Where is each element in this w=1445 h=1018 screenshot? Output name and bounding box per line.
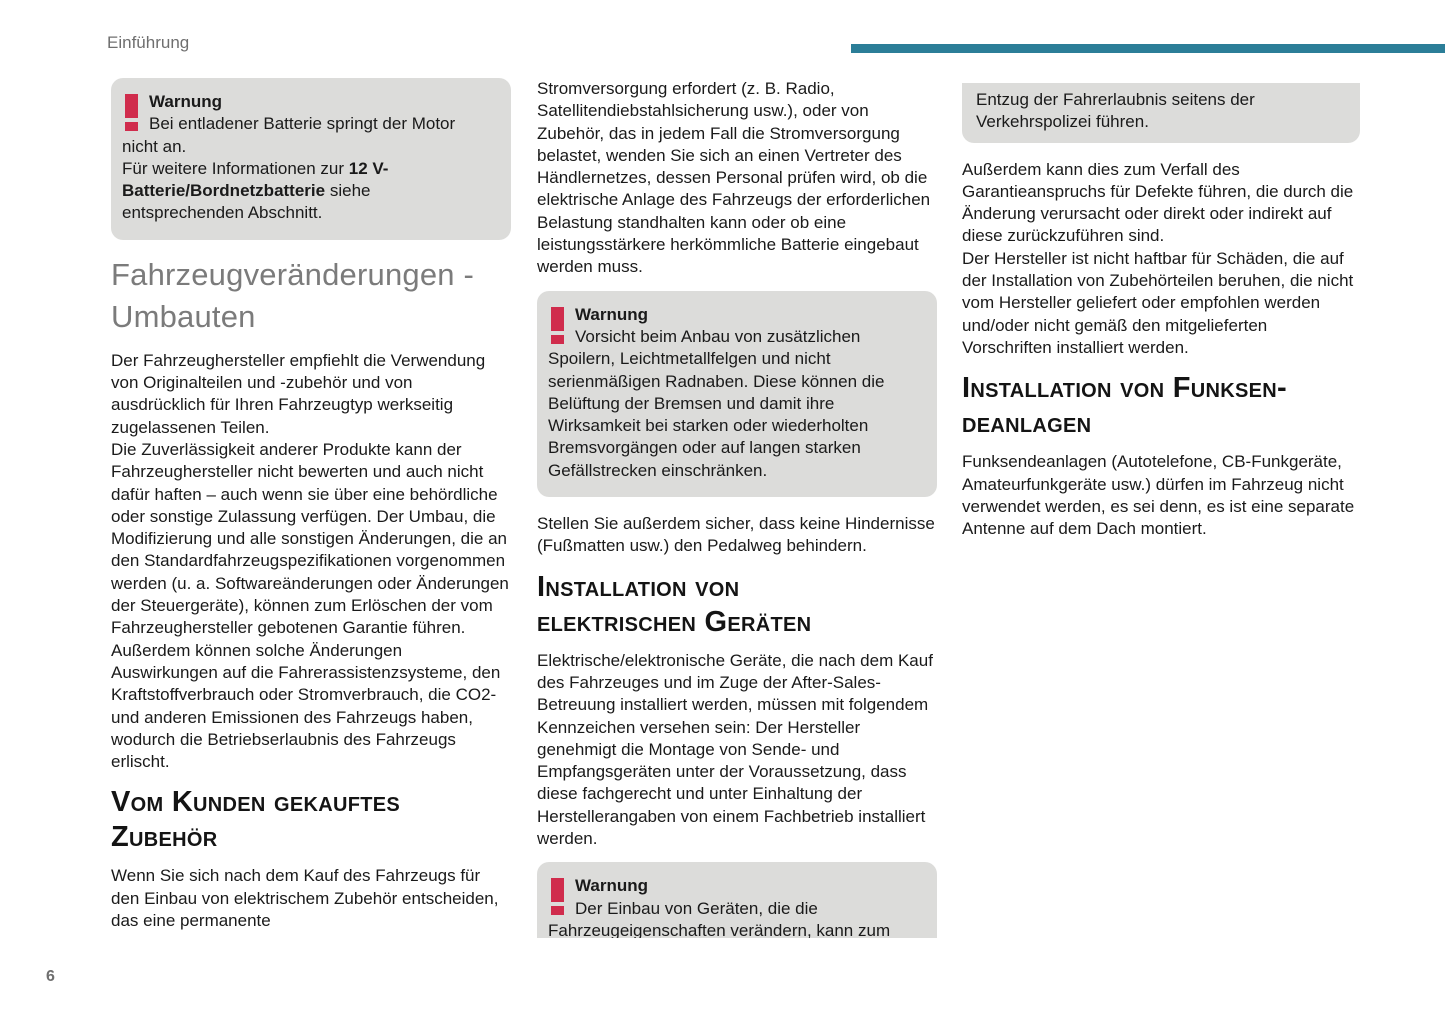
subsection-heading: [111, 785, 511, 855]
body-paragraph: Der Hersteller ist nicht haftbar für Schäden, die auf der Installation von Zubehörteilen beruhen, die nicht vom Hersteller geliefert oder empfohlen werden und/oder nicht gemäß den mitgelieferten Vorschriften installiert werden.: [962, 248, 1354, 357]
body-paragraph: Stellen Sie außerdem sicher, dass keine Hindernisse (Fußmatten usw.) den Pedalweg behindern.: [537, 514, 935, 556]
warning-text-bold: 12 V-Batterie/Bordnetzbatterie: [122, 158, 389, 201]
page-number: 6: [46, 968, 55, 985]
warning-text: Der Einbau von Geräten, die die Fahrzeugeigenschaften verändern, kann zum: [548, 898, 891, 939]
subsection-heading-line: Installation von Funksen-: [962, 372, 1287, 405]
section-title-line: Umbauten: [111, 298, 256, 334]
subsection-heading-line: Vom Kunden gekauftes: [111, 786, 401, 819]
warning-box-spoiler: [537, 291, 937, 497]
section-title: [111, 254, 511, 338]
warning-title: Warnung: [575, 876, 649, 896]
subsection-heading: [537, 570, 937, 640]
body-paragraph: Die Zuverlässigkeit anderer Produkte kann der Fahrzeughersteller nicht bewerten und auch nicht dafür haften – auch wenn sie über eine behördliche oder sonstige Zulassung verfügen. Der Umbau, die Modifizierung und alle sonstigen Änderungen, die an den Standardfahrzeugspezifikationen vorgenommen werden (u. a. Softwareänderungen oder Änderungen der Steuergeräte), können zum Erlöschen der vom Fahrzeughersteller gebotenen Garantie führen. Außerdem können solche Änderungen Auswirkungen auf die Fahrerassistenzsysteme, den Kraftstoffverbrauch oder Stromverbrauch, die CO2- und anderen Emissionen des Fahrzeugs haben, wodurch die Betriebserlaubnis des Fahrzeugs erlischt.: [111, 439, 509, 772]
left-column: [111, 78, 511, 932]
chapter-header: Einführung: [107, 33, 190, 52]
subsection-heading-line: Zubehör: [111, 821, 218, 854]
warning-box-continuation: [962, 83, 1360, 143]
warning-text: Bei entladener Batterie springt der Motor nicht an.: [122, 114, 456, 156]
warning-title: Warnung: [575, 304, 649, 324]
warning-box-battery: [111, 78, 511, 240]
warning-exclamation-icon: [551, 878, 564, 915]
warning-text-segment: siehe entsprechenden Abschnitt.: [122, 181, 371, 223]
body-paragraph: Elektrische/elektronische Geräte, die nach dem Kauf des Fahrzeuges und im Zuge der After-Sales-Betreuung installiert werden, müssen mit folgendem Kennzeichen versehen sein: Der Hersteller genehmigt die Montage von Sende- und Empfangsgeräten unter der Voraussetzung, dass diese fachgerecht und unter Einhaltung der Herstellerangaben von einem Fachbetrieb installiert werden.: [537, 650, 933, 849]
middle-column: [537, 78, 937, 938]
accent-bar: [851, 44, 1445, 53]
body-paragraph: Stromversorgung erfordert (z. B. Radio, Satellitendiebstahlsicherung usw.), oder von Zubehör, das in jedem Fall die Stromversorgung belastet, wenden Sie sich an einen Vertreter des Händlernetzes, dessen Personal prüfen wird, ob die elektrische Anlage des Fahrzeugs der erforderlichen Belastung standhalten kann oder ob eine leistungsstärkere herkömmliche Batterie eingebaut werden muss.: [537, 79, 931, 277]
warning-text: Entzug der Fahrerlaubnis seitens der Verkehrspolizei führen.: [976, 90, 1255, 132]
subsection-heading-line: deanlagen: [962, 407, 1092, 440]
right-column: [962, 78, 1360, 540]
body-paragraph: Wenn Sie sich nach dem Kauf des Fahrzeugs für den Einbau von elektrischem Zubehör entscheiden, das eine permanente: [111, 866, 499, 931]
warning-exclamation-icon: [551, 307, 564, 344]
subsection-heading: [962, 371, 1360, 441]
warning-box-devices: [537, 862, 937, 938]
body-paragraph: Der Fahrzeughersteller empfiehlt die Verwendung von Originalteilen und -zubehör und von ausdrücklich für Ihren Fahrzeugtyp werkseitig zugelassenen Teilen.: [111, 350, 486, 437]
warning-text: Vorsicht beim Anbau von zusätzlichen Spoilern, Leichtmetallfelgen und nicht serienmäßigen Radnaben. Diese können die Belüftung der Bremsen und damit ihre Wirksamkeit bei starken oder wiederholten Bremsvorgängen oder auf langen starken Gefällstrecken einschränken.: [548, 326, 885, 480]
body-paragraph: Funksendeanlagen (Autotelefone, CB-Funkgeräte, Amateurfunkgeräte usw.) dürfen im Fahrzeug nicht verwendet werden, es sei denn, es ist eine separate Antenne auf dem Dach montiert.: [962, 452, 1355, 539]
body-paragraph: Außerdem kann dies zum Verfall des Garantieanspruchs für Defekte führen, die durch die Änderung verursacht oder direkt oder indirekt auf diese zurückzuführen sind.: [962, 159, 1354, 246]
warning-text-segment: Für weitere Informationen zur: [122, 158, 349, 178]
section-title-line: Fahrzeugveränderungen -: [111, 256, 475, 292]
subsection-heading-line: Installation von: [537, 570, 740, 603]
warning-exclamation-icon: [125, 94, 138, 131]
warning-text: [122, 158, 495, 225]
subsection-heading-line: elektrischen Geräten: [537, 605, 812, 638]
warning-title: Warnung: [149, 92, 223, 111]
